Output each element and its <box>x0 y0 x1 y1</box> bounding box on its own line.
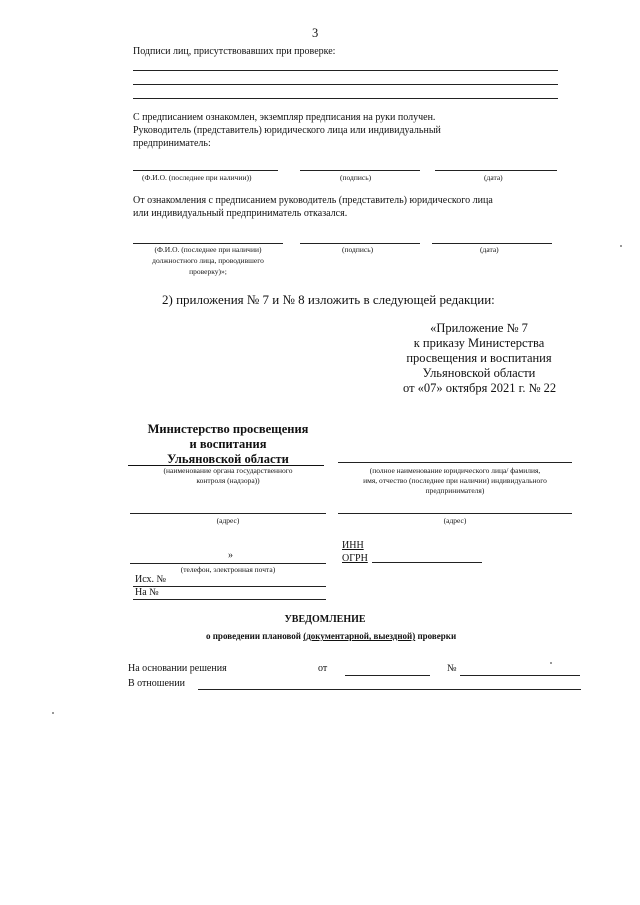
basis-number-line <box>460 675 580 676</box>
ministry-name: Министерство просвещения <box>147 422 309 436</box>
notice-subtitle-mid: (документарной, выездной) <box>303 631 416 641</box>
ref-label: На № <box>135 587 159 598</box>
ref-line <box>133 599 326 600</box>
date-line <box>435 170 557 171</box>
official-fio-caption: должностного лица, проводившего <box>152 256 264 265</box>
sign-line <box>300 243 420 244</box>
address-caption: (адрес) <box>443 516 467 525</box>
appendix-line: просвещения и воспитания <box>406 351 552 365</box>
address-line <box>338 513 572 514</box>
entity-caption: (полное наименование юридического лица/ фамилия, <box>369 466 541 475</box>
notice-subtitle-post: проверки <box>417 631 457 641</box>
fio-line <box>133 170 278 171</box>
sign-caption: (подпись) <box>340 173 372 182</box>
date-caption: (дата) <box>484 173 503 182</box>
ogrn-line <box>372 562 482 563</box>
signatures-header: Подписи лиц, присутствовавших при проверке: <box>133 46 336 57</box>
scan-speck <box>550 662 552 664</box>
phone-line <box>130 563 326 564</box>
basis-number: № <box>447 663 457 674</box>
notice-subtitle <box>206 632 456 641</box>
ministry-caption: контроля (надзора)) <box>196 476 260 485</box>
appendix-line: к приказу Министерства <box>413 336 545 350</box>
appendix-line: от «07» октября 2021 г. № 22 <box>403 381 557 395</box>
basis-date-line <box>345 675 430 676</box>
notice-subtitle-pre: о проведении плановой <box>206 631 301 641</box>
scan-speck <box>52 712 54 714</box>
address-line <box>130 513 326 514</box>
ministry-name: и воспитания <box>189 437 267 451</box>
refusal-text-line: или индивидуальный предприниматель отказался. <box>133 208 348 219</box>
outgoing-label: Исх. № <box>135 574 167 585</box>
entity-line <box>338 462 572 463</box>
fio-caption: (Ф.И.О. (последнее при наличии)) <box>142 173 252 182</box>
sign-caption: (подпись) <box>342 245 374 254</box>
signature-line <box>133 70 558 71</box>
scan-speck <box>620 245 622 247</box>
signature-line <box>133 84 558 85</box>
ogrn-label: ОГРН <box>342 553 368 564</box>
phone-caption: (телефон, электронная почта) <box>180 565 276 574</box>
fio-line <box>133 243 283 244</box>
appendix-line: Ульяновской области <box>422 366 536 380</box>
entity-caption: имя, отчество (последнее при наличии) индивидуального <box>363 476 547 485</box>
refusal-text-line: От ознакомления с предписанием руководитель (представитель) юридического лица <box>133 195 493 206</box>
signature-line <box>133 98 558 99</box>
ack-text-line: Руководитель (представитель) юридического лица или индивидуальный <box>133 125 441 136</box>
ministry-name: Ульяновской области <box>167 452 289 466</box>
ministry-caption: (наименование органа государственного <box>163 466 293 475</box>
appendix-line: «Приложение № 7 <box>430 321 528 335</box>
basis-from: от <box>318 663 328 674</box>
outgoing-line <box>133 586 326 587</box>
address-caption: (адрес) <box>216 516 240 525</box>
ack-text-line: предприниматель: <box>133 138 211 149</box>
inn-label: ИНН <box>342 540 364 551</box>
notice-title: УВЕДОМЛЕНИЕ <box>284 614 366 625</box>
regarding-label: В отношении <box>128 678 185 689</box>
sign-line <box>300 170 420 171</box>
date-caption: (дата) <box>480 245 499 254</box>
official-fio-caption: проверку)»; <box>189 267 227 276</box>
ack-text-line: С предписанием ознакомлен, экземпляр предписания на руки получен. <box>133 112 436 123</box>
entity-caption: предпринимателя) <box>425 486 485 495</box>
page-number: 3 <box>312 26 319 40</box>
date-line <box>432 243 552 244</box>
amendment-text: 2) приложения № 7 и № 8 изложить в следующей редакции: <box>162 292 495 307</box>
basis-label: На основании решения <box>128 663 227 674</box>
quote-mark: » <box>228 550 233 561</box>
official-fio-caption: (Ф.И.О. (последнее при наличии) <box>154 245 262 254</box>
regarding-line <box>198 689 581 690</box>
